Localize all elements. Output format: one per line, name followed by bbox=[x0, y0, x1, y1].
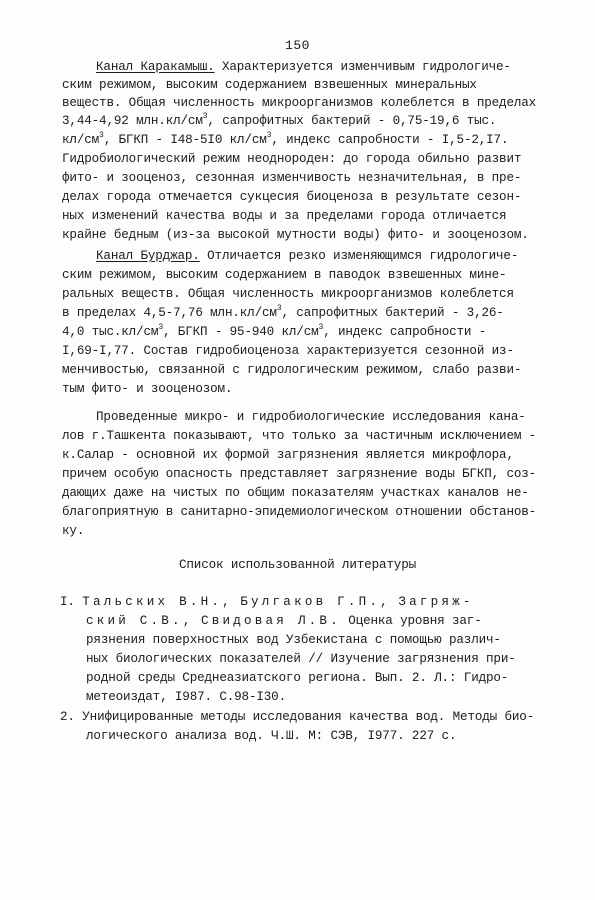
text-line bbox=[62, 325, 486, 340]
text-line bbox=[62, 306, 504, 321]
text-line: делах города отмечается сукцесия биоценоза в результате сезон- bbox=[62, 190, 522, 204]
text-line: фито- и зооценоз, сезонная изменчивость незначительная, в пре- bbox=[62, 171, 522, 185]
text-line: причем особую опасность представляет загрязнение воды БГКП, соз- bbox=[62, 467, 537, 481]
text-line: I,69-I,77. Состав гидробиоценоза характеризуется сезонной из- bbox=[62, 344, 514, 358]
text-span: Унифицированные методы исследования качества вод. Методы био- bbox=[82, 710, 535, 724]
text-line: тым фито- и зооценозом. bbox=[62, 382, 233, 396]
text-line bbox=[60, 710, 534, 725]
text-span: в пределах 4,5-7,76 млн.кл/см bbox=[62, 306, 277, 320]
reference-author: Загряж- bbox=[398, 595, 474, 609]
text-span: , индекс сапробности - bbox=[323, 325, 487, 339]
text-span: Отличается резко изменяющимся гидрологиче- bbox=[199, 249, 519, 263]
reference-title: Оценка уровня заг- bbox=[340, 614, 482, 628]
text-line: ральных веществ. Общая численность микроорганизмов колеблется bbox=[62, 287, 514, 301]
text-line bbox=[62, 114, 496, 129]
text-line: ским режимом, высоким содержанием в паводок взвешенных мине- bbox=[62, 268, 507, 282]
superscript: 3 bbox=[266, 131, 272, 140]
text-line: ных изменений качества воды и за пределами города отличается bbox=[62, 209, 507, 223]
text-span: , БГКП - I48-5I0 кл/см bbox=[103, 133, 267, 147]
section-title: Канал Бурджар. bbox=[96, 249, 200, 263]
text-line: крайне бедным (из-за высокой мутности воды) фито- и зооценозом. bbox=[62, 228, 529, 242]
text-span: 4,0 тыс.кл/см bbox=[62, 325, 159, 339]
text-line: дающих даже на чистых по общим показателям участках каналов не- bbox=[62, 486, 529, 500]
reference-number: I. bbox=[60, 595, 75, 609]
text-span: кл/см bbox=[62, 133, 100, 147]
text-line bbox=[62, 133, 508, 148]
section-title: Канал Каракамыш. bbox=[96, 60, 215, 74]
references-heading: Список использованной литературы bbox=[178, 558, 417, 572]
text-line bbox=[86, 614, 482, 629]
text-line bbox=[96, 60, 511, 75]
text-line: рязнения поверхностных вод Узбекистана с помощью различ- bbox=[86, 633, 501, 647]
text-span: 3,44-4,92 млн.кл/см bbox=[62, 114, 203, 128]
text-line bbox=[60, 595, 474, 610]
text-line: родной среды Среднеазиатского региона. Вып. 2. Л.: Гидро- bbox=[86, 671, 509, 685]
text-line: ку. bbox=[62, 524, 85, 538]
text-line: лов г.Ташкента показывают, что только за частичным исключением - bbox=[62, 429, 537, 443]
text-line: веществ. Общая численность микроорганизмов колеблется в пределах bbox=[62, 96, 537, 110]
text-line: Проведенные микро- и гидробиологические исследования кана- bbox=[96, 410, 526, 424]
text-line: логического анализа вод. Ч.Ш. М: СЭВ, I977. 227 с. bbox=[86, 729, 457, 743]
text-line bbox=[96, 249, 518, 264]
superscript: 3 bbox=[276, 304, 282, 313]
text-span: Характеризуется изменчивым гидрологиче- bbox=[214, 60, 511, 74]
text-span: , сапрофитных бактерий - 3,26- bbox=[281, 306, 504, 320]
text-span: , индекс сапробности - I,5-2,I7. bbox=[271, 133, 509, 147]
reference-author: Тальских В.Н., bbox=[82, 595, 233, 609]
text-line: Гидробиологический режим неоднороден: до города обильно развит bbox=[62, 152, 522, 166]
text-line: благоприятную в санитарно-эпидемиологическом отношении обстанов- bbox=[62, 505, 537, 519]
text-line: ским режимом, высоким содержанием взвешенных минеральных bbox=[62, 78, 477, 92]
reference-number: 2. bbox=[60, 710, 75, 724]
superscript: 3 bbox=[99, 131, 104, 140]
text-span: , БГКП - 95-940 кл/см bbox=[162, 325, 319, 339]
page-number: 150 bbox=[285, 38, 310, 53]
reference-author: Булгаков Г.П., bbox=[240, 595, 391, 609]
text-span: , сапрофитных бактерий - 0,75-19,6 тыс. bbox=[207, 114, 497, 128]
text-line: метеоиздат, I987. С.98-I30. bbox=[86, 690, 287, 704]
text-line: к.Салар - основной их формой загрязнения является микрофлора, bbox=[62, 448, 514, 462]
superscript: 3 bbox=[158, 323, 163, 332]
superscript: 3 bbox=[202, 112, 208, 121]
text-line: ных биологических показателей // Изучение загрязнения при- bbox=[86, 652, 516, 666]
reference-author: Свидовая Л.В. bbox=[201, 614, 341, 628]
text-line: менчивостью, связанной с гидрологическим режимом, слабо разви- bbox=[62, 363, 522, 377]
superscript: 3 bbox=[318, 323, 324, 332]
reference-author: ский С.В., bbox=[86, 614, 194, 628]
